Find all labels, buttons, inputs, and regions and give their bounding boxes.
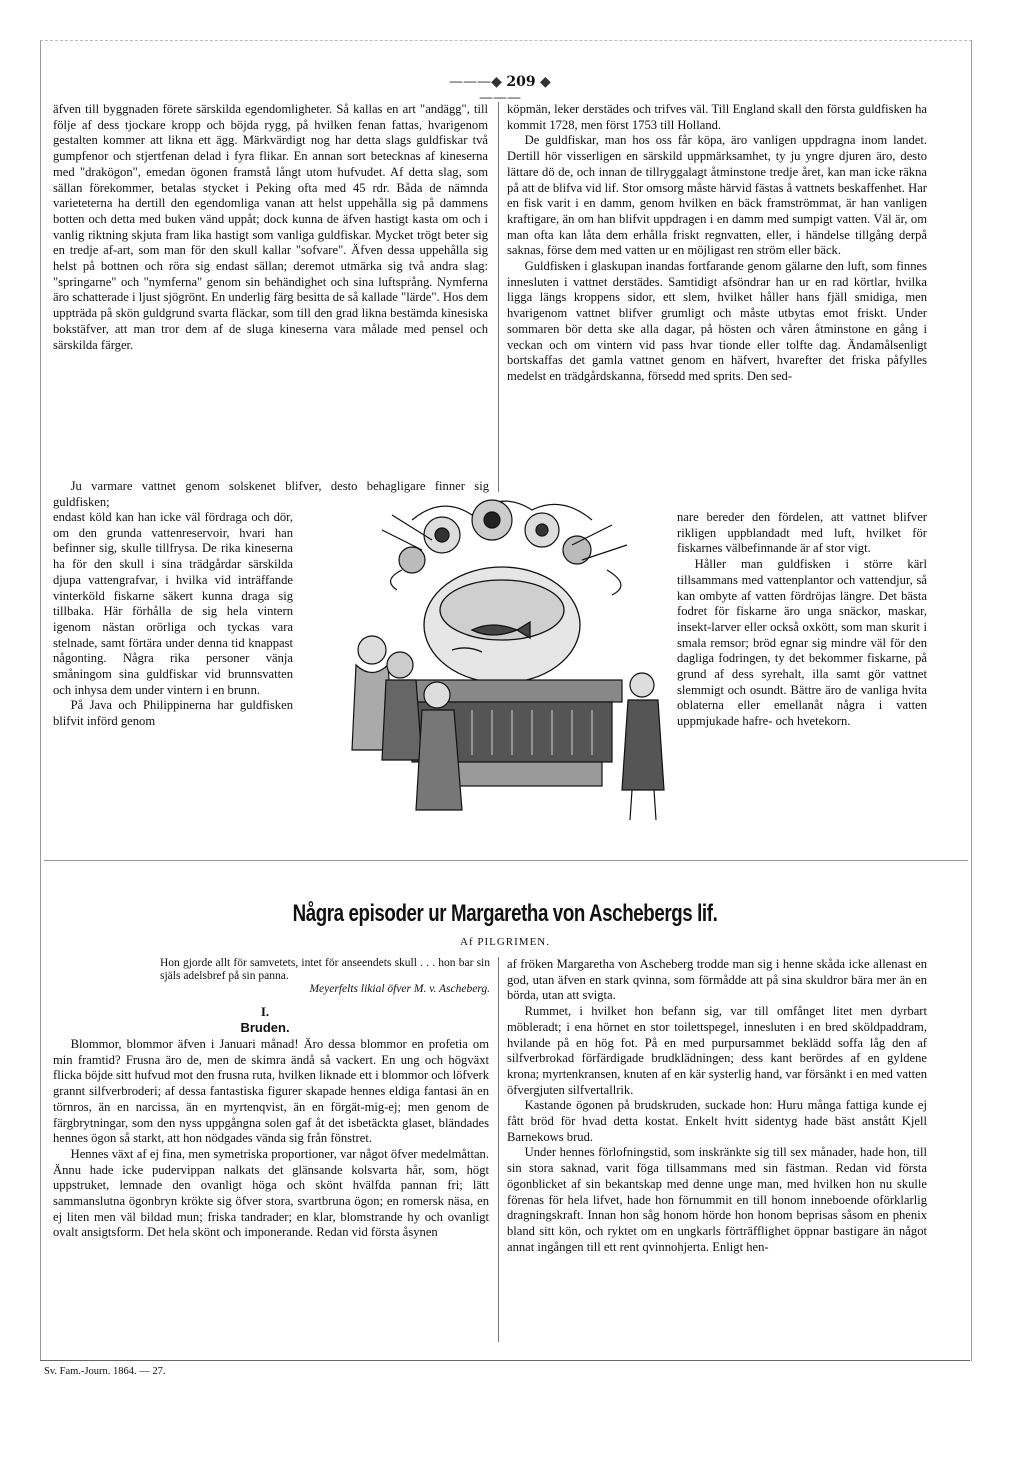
paragraph: På Java och Philippinerna har guldfisken blifvit införd genom [53, 698, 293, 729]
fish-bowl [424, 567, 580, 683]
epigraph-source: Meyerfelts likial öfver M. v. Ascheberg. [309, 983, 490, 995]
paragraph: Under hennes förlofningstid, som inskränkte sig till sex månader, hade hon, till sin stora saknad, varit föga tillsammans med sin fästman. Redan vid första ögonblicket af sin bekantskap med denne unge man, med hvilken hon nu skulle förenas för hela lifvet, hade hon förnummit en till honom inneboende oförklarlig dragningskraft. Innan hon såg honom hörde hon honom beprisas såsom en phenix bland sitt kön, och ryktet om en ungkarls förträfflighet öppnar bastigare än något annat ingången till ett rent qvinnohjerta. Enligt hen- [507, 1145, 927, 1254]
paragraph: Ju varmare vattnet genom solskenet blifver, desto behagligare finner sig guldfisken; [53, 479, 489, 509]
col-left-top [53, 102, 488, 353]
section-divider [44, 860, 968, 861]
ornament-right-icon: ◆——— [479, 74, 551, 106]
paragraph: Rummet, i hvilket hon befann sig, var till omfånget litet men dyrbart möbleradt; i ena hörnet en stor toilettspegel, innesluten i en bred sköldpaddram, hvilande på en hög fot. På en med purpursammet beklädd soffa låg den af silfverbrokad förfärdigade brudklädningen; dess kant berördes af en gyldene krona; myrtenkransen, knuten af en kär systerlig hand, var försänkt i en med vatten öfvergjuten silfvertallrik. [507, 1004, 927, 1097]
paragraph: Håller man guldfisken i större kärl tillsammans med vattenplantor och vattendjur, så kan ombyte af vatten fördröjas längre. Det bästa fodret för fiskarne äro unga snäckor, maskar, insekt-larver eller också oxkött, som man skurit i smala remsor; bröd egnar sig mindre väl för den dagliga fodringen, ty det bekommer fiskarne, på grund af dess syrehalt, illa samt gör vattnet slemmigt och osundt. Bättre äro de vanliga hvita oblaterna eller emellanåt några i vatten uppmjukade hafre- och hvetekorn. [677, 557, 927, 729]
page-number: 209 [506, 74, 536, 90]
epigraph-text: Hon gjorde allt för samvetets, intet för anseendets skull . . . hon bar sin själs adelsbref på sin panna. [160, 957, 490, 982]
paragraph: Guldfisken i glaskupan inandas fortfarande genom gälarne den luft, som finnes innesluten i vattnet derstädes. Samtidigt afsöndrar han ur en rad körtlar, hvilka ligga längs kroppens sidor, ett slem, hvilket håller hans fjäll smidiga, men hvarigenom vattnet blifver grumligt och måste utbytas emot friskt. Under sommaren bör detta ske alla dagar, på hösten och våren åtminstone en gång i veckan och om vintern vid pass hvar tionde eller tolfte dag. Ändamålsenligt bortskaffas det gamla vattnet genom en häfvert, hvarefter det friska påfylles medelst en trädgårdskanna, försedd med sprits. Den sed- [507, 259, 927, 383]
col-left-narrow [53, 510, 293, 730]
footer-signature: Sv. Fam.-Journ. 1864. — 27. [44, 1366, 166, 1377]
paragraph: De guldfiskar, man hos oss får köpa, äro vanligen uppdragna inom landet. Dertill hör visserligen en särskild uppmärksamhet, ty ju yngre djuren äro, desto lättare dö de, och innan de tillryggalagt åtminstone tredje året, kan man icke räkna på att de blifva vid lif. Stor omsorg måste härvid fästas å vattnets beskaffenhet. Har en fisk varit i en damm, genom hvilken en bäck framströmmat, är han vanligen kraftigare, än om han blifvit uppdragen i en damm med sumpigt vatten. Väl är, om man ofta kan låta dem erhålla friskt regnvatten, eller, i händelse tillgång derpå saknas, förse dem med vatten ur en möjligast ren ström eller bäck. [507, 133, 927, 258]
paragraph: nare bereder den fördelen, att vattnet blifver rikligen uppblandadt med luft, hvilket för fiskarnes välbefinnande är af stor vigt. [677, 510, 927, 556]
epigraph [160, 957, 490, 996]
col-right-narrow [677, 510, 927, 730]
article-col-left [53, 1037, 489, 1241]
column-rule [498, 102, 499, 492]
section-number: I. [260, 1004, 270, 1019]
article-byline: Af PILGRIMEN. [460, 936, 550, 948]
paragraph: af fröken Margaretha von Ascheberg trodde man sig i henne skåda icke allenast en god, utan äfven en stark qvinna, som förmådde att på sina skuldror bära mer än en börda, utan att svigta. [507, 957, 927, 1003]
article-title: Några episoder ur Margaretha von Aschebergs lif. [292, 900, 718, 927]
col-right-top [507, 102, 927, 385]
article-col-right [507, 957, 927, 1255]
paragraph: Hennes växt af ej fina, men symetriska proportioner, var något öfver medelmåttan. Ännu hade icke pudervippan nalkats det glänsande kolsvarta hår, som, högt uppstruket, lemnade den ovanligt höga och skönt hvälfda pannan fri; lätt sammanslutna ögonbryn krökte sig öfver stora, svartbruna ögon; en romersk näsa, en ej liten men väl bildad mun; friska tandrader; en klar, blomstrande hy och ovanligt ovalt ansigtsform. Det hela skönt och imponerande. Redan vid första åsynen [53, 1146, 489, 1240]
section-title: Bruden. [240, 1020, 290, 1035]
paragraph: äfven till byggnaden förete särskilda egendomligheter. Så kallas en art "andägg", till följe af dess tjockare kropp och böjda rygg, på hvilken fenan fattas, hvarigenom gestalten kommer att likna ett ägg. Märkvärdigt nog har detta slags guldfiskar två gumpfenor och stjertfenan delad i fyra flikar. En annan sort betecknas af kineserna med "drakögon", emedan ögonen framstå långt utom hufvudet. Af detta slag, som sällan förekommer, betalas stycket i Peking ofta med 45 rdr. Båda de nämnda varieteterna ha dertill den egendomliga vanan att helst uppehålla sig på dammens botten och detta med buken vänd uppåt; dock kunna de äfven hastigt kasta om och i vanlig riktning skjuta fram lika hastigt som vanliga guldfiskar. Mycket trögt beter sig en tredje af-art, som man för den skull kallar "sofvare". Äfven dessa uppehålla sig helst på bottnen och röra sig endast sällan; deremot utmärka sig två andra slag: "springarne" och "nymferna" genom sin behändighet och sina luftsprång. Nymferna äro schatterade i ljust sjögrönt. En underlig färg besitta de så kallade "lärde". Hos dem uppträda på skön guldgrund svarta fläckar, som till den grad likna bestämda kinesiska bokstäfver, att man tror dem af de sluga kineserna vara målade med pensel och särskilda färger. [53, 102, 488, 352]
goldfish-bowl-illustration [342, 490, 676, 825]
column-rule [498, 957, 499, 1342]
ornament-left-icon: ———◆ [449, 74, 507, 90]
bottom-rule [40, 1360, 970, 1361]
paragraph: endast köld kan han icke väl fördraga och dör, om den grunda vattenreservoir, hvari han befinner sig, skulle tillfrysa. De rika kineserna ha för den skull i sina trädgårdar särskilda djupa vattengrafvar, i hvilka vid inträffande vinterköld fiskarne säkert kunna draga sig tillbaka. Här förhålla de sig hela vintern igenom nästan orörliga och tyckas vara stelnade, samt förtära under denna tid knappast någonting. Några rika personer vänja småningom sina guldfiskar vid brunnsvatten och inhysa dem under vintern i en brunn. [53, 510, 293, 697]
paragraph: köpmän, leker derstädes och trifves väl. Till England skall den första guldfisken ha kommit 1728, men först 1753 till Holland. [507, 102, 927, 132]
paragraph: Blommor, blommor äfven i Januari månad! Äro dessa blommor en profetia om min framtid? Frusna äro de, men de skimra ändå så vackert. En ung och högväxt flicka böjde sitt hufvud mot den frusna ruta, hvilken liknade ett i blommor och löfverk grannt silfverbroderi; af dessa fantastiska figurer skapade hennes eldiga fantasi än en törnros, än en narcissa, än en myrtenqvist, än en förgät-mig-ej; men genom de färgbrytningar, som den nyss uppgångna solen gaf åt det isbetäckta glaset, bländades hennes ögon så starkt, att hon nödgades vända sig från fönstret. [53, 1037, 489, 1146]
paragraph: Kastande ögonen på brudskruden, suckade hon: Huru många fattiga kunde ej fått bröd för hvad detta kostat. Enkelt hvitt sidentyg hade bäst anstått Kjell Barnekows brud. [507, 1098, 927, 1144]
